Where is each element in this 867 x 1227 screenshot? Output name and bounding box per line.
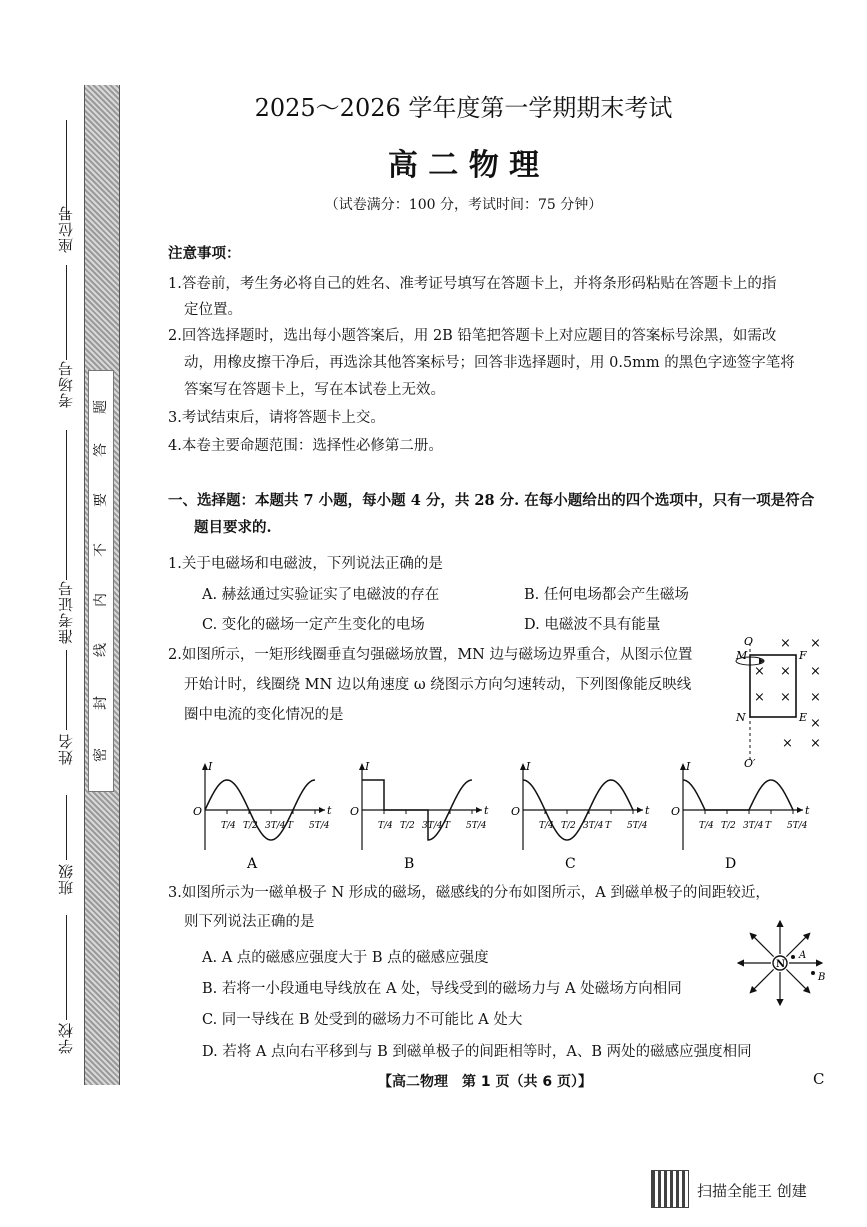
field-cross: ×: [780, 636, 791, 651]
notes-heading: 注意事项：: [168, 245, 241, 262]
note-line: 2.回答选择题时，选出每小题答案后，用 2B 铅笔把答题卡上对应题目的答案标号涂黑，如需改: [168, 328, 777, 344]
time-axis-arrow: [476, 807, 482, 813]
current-axis-label: I: [686, 760, 691, 773]
note-line: 4.本卷主要命题范围：选择性必修第二册。: [168, 438, 443, 454]
tick-label: 5T/4: [787, 821, 808, 831]
current-axis-label: I: [526, 760, 531, 773]
current-graph: [511, 760, 650, 872]
monopole-label: N: [776, 959, 786, 970]
tick-label: 3T/4: [422, 821, 443, 831]
room-line[interactable]: [66, 265, 67, 360]
q3-option-c[interactable]: C. 同一导线在 B 处受到的磁场力不可能比 A 处大: [202, 1012, 523, 1028]
tick-label: T: [444, 821, 451, 831]
field-cross: ×: [810, 716, 821, 731]
page-footer: 【高二物理 第 1 页（共 6 页）】: [378, 1074, 592, 1090]
time-axis-label: t: [484, 804, 489, 817]
tick-label: T: [605, 821, 612, 831]
q3-option-a[interactable]: A. A 点的磁感应强度大于 B 点的磁感应强度: [202, 950, 489, 966]
scanner-watermark: 扫描全能王 创建: [697, 1182, 807, 1200]
paper-code: C: [813, 1070, 825, 1088]
point-a-label: A: [799, 950, 807, 961]
tick-label: T/4: [221, 821, 236, 831]
class-label: 班级: [57, 863, 75, 895]
current-graph: [671, 760, 810, 872]
current-axis-label: I: [208, 760, 213, 773]
tick-label: 5T/4: [309, 821, 330, 831]
corner-m-label: M: [736, 649, 748, 662]
name-line[interactable]: [66, 650, 67, 730]
room-label: 考场号: [57, 360, 75, 408]
point-b-label: B: [818, 972, 826, 983]
q3-option-b[interactable]: B. 若将一小段通电导线放在 A 处，导线受到的磁场力与 A 处磁场方向相同: [202, 981, 682, 997]
class-line[interactable]: [66, 795, 67, 860]
corner-f-label: F: [799, 649, 807, 662]
note-line: 定位置。: [184, 302, 242, 318]
section-heading-cont: 题目要求的.: [194, 519, 272, 536]
field-cross: ×: [754, 690, 765, 705]
q1-option-a[interactable]: A. 赫兹通过实验证实了电磁波的存在: [202, 587, 440, 603]
tick-label: T/2: [243, 821, 258, 831]
axis-top-label: O: [744, 635, 754, 648]
q1-stem: 1.关于电磁场和电磁波，下列说法正确的是: [168, 556, 443, 572]
tick-label: 3T/4: [265, 821, 286, 831]
ticket-label: 准考证号: [57, 580, 75, 644]
current-axis-label: I: [365, 760, 370, 773]
current-curve: [683, 780, 793, 810]
time-axis-arrow: [797, 807, 803, 813]
q3-option-d[interactable]: D. 若将 A 点向右平移到与 B 到磁单极子的间距相等时，A、B 两处的磁感应强度相同: [202, 1044, 752, 1060]
seal-char: 题: [93, 400, 109, 414]
q2-stem-line: 圈中电流的变化情况的是: [184, 707, 344, 723]
exam-title: 2025～2026 学年度第一学期期末考试: [254, 94, 673, 122]
tick-label: T: [765, 821, 772, 831]
q3-stem-line: 3.如图所示为一磁单极子 N 形成的磁场，磁感线的分布如图所示，A 到磁单极子的间距较近，: [168, 885, 770, 901]
seal-char: 封: [93, 696, 109, 710]
q2-stem-line: 开始计时，线圈绕 MN 边以角速度 ω 绕图示方向匀速转动，下列图像能反映线: [184, 677, 692, 693]
tick-label: 3T/4: [743, 821, 764, 831]
axis-bottom-label: O′: [744, 757, 756, 770]
exam-info: （试卷满分：100 分，考试时间：75 分钟）: [324, 197, 603, 213]
q1-option-d[interactable]: D. 电磁波不具有能量: [524, 617, 661, 633]
subject-title: 高 二 物 理: [387, 148, 540, 183]
tick-label: T/2: [721, 821, 736, 831]
q3-stem-line: 则下列说法正确的是: [184, 914, 315, 930]
field-crosses: [754, 636, 821, 751]
school-line[interactable]: [66, 915, 67, 1020]
graph-option-label: C: [565, 856, 576, 872]
field-cross: ×: [810, 690, 821, 705]
q1-option-c[interactable]: C. 变化的磁场一定产生变化的电场: [202, 617, 425, 633]
graph-option-label: D: [725, 856, 737, 872]
time-axis-label: t: [645, 804, 650, 817]
field-cross: ×: [782, 736, 793, 751]
field-cross: ×: [754, 664, 765, 679]
note-line: 答案写在答题卡上，写在本试卷上无效。: [184, 382, 445, 398]
current-graph: [193, 760, 332, 872]
time-axis-label: t: [327, 804, 332, 817]
qr-code-icon: [651, 1170, 689, 1208]
seal-char: 密: [93, 748, 109, 762]
point-a-dot: [791, 955, 795, 959]
graph-option-label: A: [247, 856, 258, 872]
note-line: 动，用橡皮擦干净后，再选涂其他答案标号；回答非选择题时，用 0.5mm 的黑色字迹签字笔将: [184, 355, 795, 371]
seat-label: 座位号: [57, 205, 75, 253]
origin-label: O: [511, 805, 521, 818]
graph-option-label: B: [404, 856, 415, 872]
field-cross: ×: [780, 690, 791, 705]
field-line: [750, 969, 773, 992]
field-line: [786, 969, 809, 992]
q2-stem-line: 2.如图所示，一矩形线圈垂直匀强磁场放置，MN 边与磁场边界重合，从图示位置: [168, 647, 693, 663]
field-cross: ×: [780, 664, 791, 679]
current-graph: [350, 760, 489, 872]
seal-char: 答: [93, 443, 109, 457]
tick-label: T/2: [400, 821, 415, 831]
q1-option-b[interactable]: B. 任何电场都会产生磁场: [524, 587, 689, 603]
field-cross: ×: [810, 664, 821, 679]
origin-label: O: [350, 805, 360, 818]
field-line: [750, 933, 773, 956]
corner-e-label: E: [799, 711, 808, 724]
seal-char: 要: [93, 493, 109, 507]
tick-label: T: [287, 821, 294, 831]
field-cross: ×: [810, 636, 821, 651]
origin-label: O: [671, 805, 681, 818]
seal-char: 不: [93, 543, 109, 557]
note-line: 1.答卷前，考生务必将自己的姓名、准考证号填写在答题卡上，并将条形码粘贴在答题卡上的指: [168, 276, 777, 292]
field-cross: ×: [810, 736, 821, 751]
seal-char: 内: [93, 593, 109, 607]
time-axis-label: t: [805, 804, 810, 817]
origin-label: O: [193, 805, 203, 818]
tick-label: 5T/4: [627, 821, 648, 831]
note-line: 3.考试结束后，请将答题卡上交。: [168, 410, 385, 426]
point-b-dot: [811, 971, 815, 975]
tick-label: T/4: [378, 821, 393, 831]
tick-label: 3T/4: [583, 821, 604, 831]
monopole-field-figure: [735, 918, 830, 1013]
corner-n-label: N: [736, 711, 746, 724]
name-label: 姓名: [57, 733, 75, 765]
tick-label: T/4: [699, 821, 714, 831]
time-axis-arrow: [637, 807, 643, 813]
tick-label: T/4: [539, 821, 554, 831]
section-heading: 一、选择题：本题共 7 小题，每小题 4 分，共 28 分. 在每小题给出的四个选项中，只有一项是符合: [168, 492, 815, 509]
tick-label: 5T/4: [466, 821, 487, 831]
tick-label: T/2: [561, 821, 576, 831]
time-axis-arrow: [319, 807, 325, 813]
seal-char: 线: [93, 643, 109, 657]
current-graphs: [185, 760, 835, 872]
seal-line-box: [88, 370, 114, 792]
school-label: 学校: [57, 1022, 75, 1054]
ticket-line[interactable]: [66, 430, 67, 580]
coil-in-field-figure: [728, 635, 838, 770]
